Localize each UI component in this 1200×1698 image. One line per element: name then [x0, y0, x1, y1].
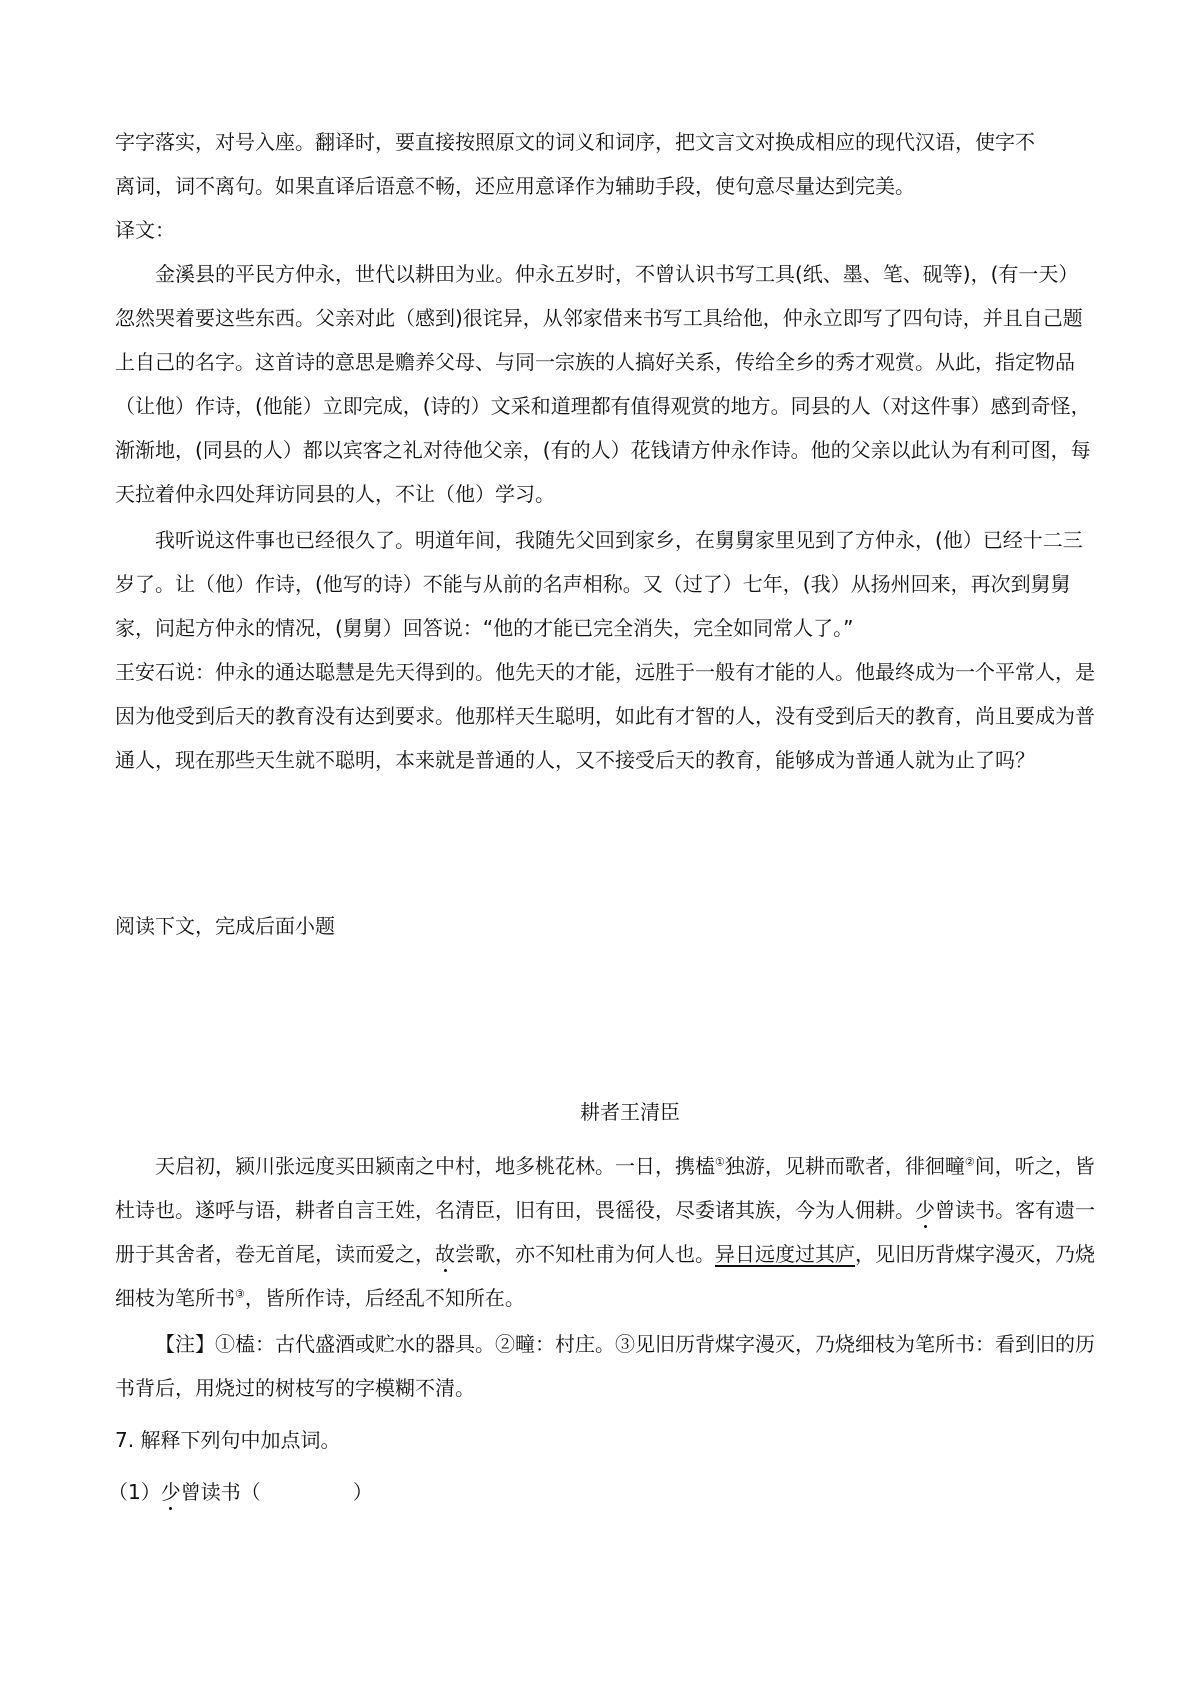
translation-label: 译文：: [115, 218, 175, 242]
reading-instruction: 阅读下文，完成后面小题: [115, 914, 335, 938]
question-7: 7. 解释下列句中加点词。: [115, 1428, 341, 1452]
intro-line-1: 字字落实，对号入座。翻译时，要直接按照原文的词义和词序，把文言文对换成相应的现代汉语，使字不: [115, 130, 1035, 154]
dotted-word-shao: 少: [915, 1198, 935, 1222]
footnote-marker-2: ②: [964, 1155, 975, 1169]
dotted-word-gu: 故: [435, 1242, 455, 1266]
passage-paragraph: 天启初，颍川张远度买田颍南之中村，地多桃花林。一日，携榼①独游，见耕而歌者，徘徊疃②间，听之，皆杜诗也。遂呼与语，耕者自言王姓，名清臣，旧有田，畏徭役，尽委诸其族，今为人佣耕。少曾读书。客有遗一册于其舍者，卷无首尾，读而爱之，故尝歌，亦不知杜甫为何人也。异日远度过其庐，见旧历背煤字漫灭，乃烧细枝为笔所书③，皆所作诗，后经乱不知所在。: [115, 1154, 1095, 1310]
intro-line-2: 离词，词不离句。如果直译后语意不畅，还应用意译作为辅助手段，使句意尽量达到完美。: [115, 174, 915, 198]
translation-intro: [115, 120, 1095, 208]
translation-paragraph-3: 王安石说：仲永的通达聪慧是先天得到的。他先天的才能，远胜于一般有才能的人。他最终成为一个平常人，是因为他受到后天的教育没有达到要求。他那样天生聪明，如此有才智的人，没有受到后天的教育，尚且要成为普通人，现在那些天生就不聪明，本来就是普通的人，又不接受后天的教育，能够成为普通人就为止了吗？: [115, 660, 1095, 772]
dotted-word-shao-question: 少: [160, 1480, 181, 1504]
footnote-marker-3: ③: [235, 1287, 245, 1301]
translation-paragraph-1: 金溪县的平民方仲永，世代以耕田为业。仲永五岁时，不曾认识书写工具(纸、墨、笔、砚等)，(有一天）忽然哭着要这些东西。父亲对此（感到)很诧异，从邻家借来书写工具给他，仲永立即写了四句诗，并且自己题上自己的名字。这首诗的意思是赡养父母、与同一宗族的人搞好关系，传给全乡的秀才观赏。从此，指定物品（让他）作诗，(他能）立即完成，(诗的）文采和道理都有值得观赏的地方。同县的人（对这件事）感到奇怪，渐渐地，(同县的人）都以宾客之礼对待他父亲，(有的人）花钱请方仲永作诗。他的父亲以此认为有利可图，每天拉着仲永四处拜访同县的人，不让（他）学习。: [115, 262, 1091, 506]
underlined-sentence: 异日远度过其庐: [715, 1242, 855, 1266]
passage-title: 耕者王清臣: [580, 1100, 680, 1124]
passage-note: 【注】①榼：古代盛酒或贮水的器具。②疃：村庄。③见旧历背煤字漫灭，乃烧细枝为笔所书：看到旧的历书背后，用烧过的树枝写的字模糊不清。: [115, 1332, 1095, 1400]
translation-paragraph-2: 我听说这件事也已经很久了。明道年间，我随先父回到家乡，在舅舅家里见到了方仲永，(他）已经十二三岁了。让（他）作诗，(他写的诗）不能与从前的名声相称。又（过了）七年，(我）从扬州回来，再次到舅舅家，问起方仲永的情况，(舅舅）回答说：“他的才能已完全消失，完全如同常人了。”: [115, 528, 1083, 640]
question-7-item-1: （1）少曾读书（ ）: [108, 1480, 373, 1504]
footnote-marker-1: ①: [715, 1155, 725, 1169]
